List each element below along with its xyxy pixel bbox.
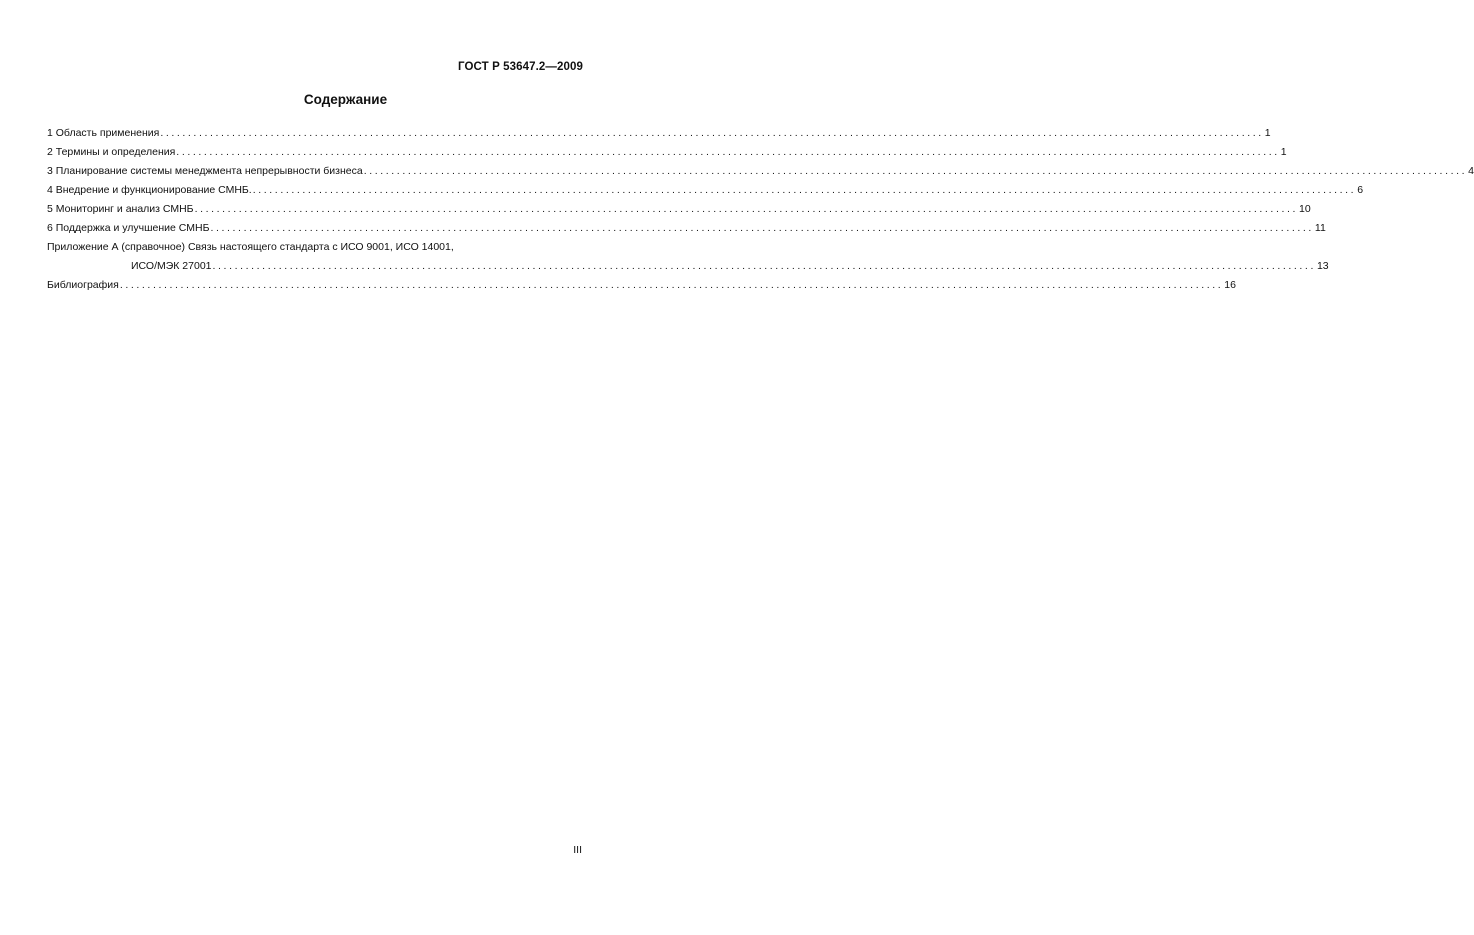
toc-leader-dots: ........................................................................................................................................................................................................ <box>194 203 1299 215</box>
toc-entry-page: 4 <box>1468 165 1474 177</box>
toc-entry-page: 6 <box>1357 184 1364 196</box>
toc-entry-page: 16 <box>1224 279 1236 291</box>
toc-entry[interactable] <box>47 181 1364 200</box>
toc-entry[interactable] <box>47 162 1474 181</box>
toc-entry-annex-continuation[interactable] <box>47 257 1329 276</box>
page-number: III <box>573 844 582 856</box>
toc-entry-label: 1 Область применения <box>47 127 160 139</box>
toc-entry-page: 10 <box>1299 203 1311 215</box>
toc-entry[interactable] <box>47 276 1236 295</box>
toc-entry-label: 4 Внедрение и функционирование СМНБ. <box>47 184 252 196</box>
table-of-contents <box>47 124 1474 295</box>
toc-entry-annex-first-line[interactable] <box>47 238 580 257</box>
toc-leader-dots: ........................................................................................................................................................................................................ <box>363 165 1468 177</box>
toc-entry[interactable] <box>47 143 1287 162</box>
toc-entry-label: ИСО/МЭК 27001 <box>131 260 212 272</box>
toc-leader-dots: ........................................................................................................................................................................................................ <box>212 260 1316 272</box>
toc-entry-label: Библиография <box>47 279 119 291</box>
toc-entry-page: 1 <box>1264 127 1271 139</box>
toc-entry[interactable] <box>47 219 1326 238</box>
toc-entry[interactable] <box>47 200 1311 219</box>
toc-leader-dots: ........................................................................................................................................................................................................ <box>252 184 1357 196</box>
toc-entry-page: 13 <box>1316 260 1329 272</box>
document-code: ГОСТ Р 53647.2—2009 <box>458 61 583 73</box>
toc-entry-label: 6 Поддержка и улучшение СМНБ <box>47 222 210 234</box>
toc-leader-dots: ........................................................................................................................................................................................................ <box>176 146 1280 158</box>
toc-entry[interactable] <box>47 124 1271 143</box>
toc-title: Содержание <box>303 92 388 107</box>
toc-entry-page: 11 <box>1314 222 1326 234</box>
toc-entry-label: Приложение А (справочное) Связь настоящего стандарта с ИСО 9001, ИСО 14001, <box>47 241 454 253</box>
toc-leader-dots: ........................................................................................................................................................................................................ <box>210 222 1314 234</box>
toc-entry-label: 2 Термины и определения <box>47 146 176 158</box>
toc-leader-dots: ........................................................................................................................................................................................................ <box>119 279 1224 291</box>
toc-entry-label: 5 Мониторинг и анализ СМНБ <box>47 203 194 215</box>
toc-leader-dots: ........................................................................................................................................................................................................ <box>160 127 1264 139</box>
toc-entry-label: 3 Планирование системы менеджмента непрерывности бизнеса <box>47 165 363 177</box>
toc-entry-page: 1 <box>1280 146 1287 158</box>
